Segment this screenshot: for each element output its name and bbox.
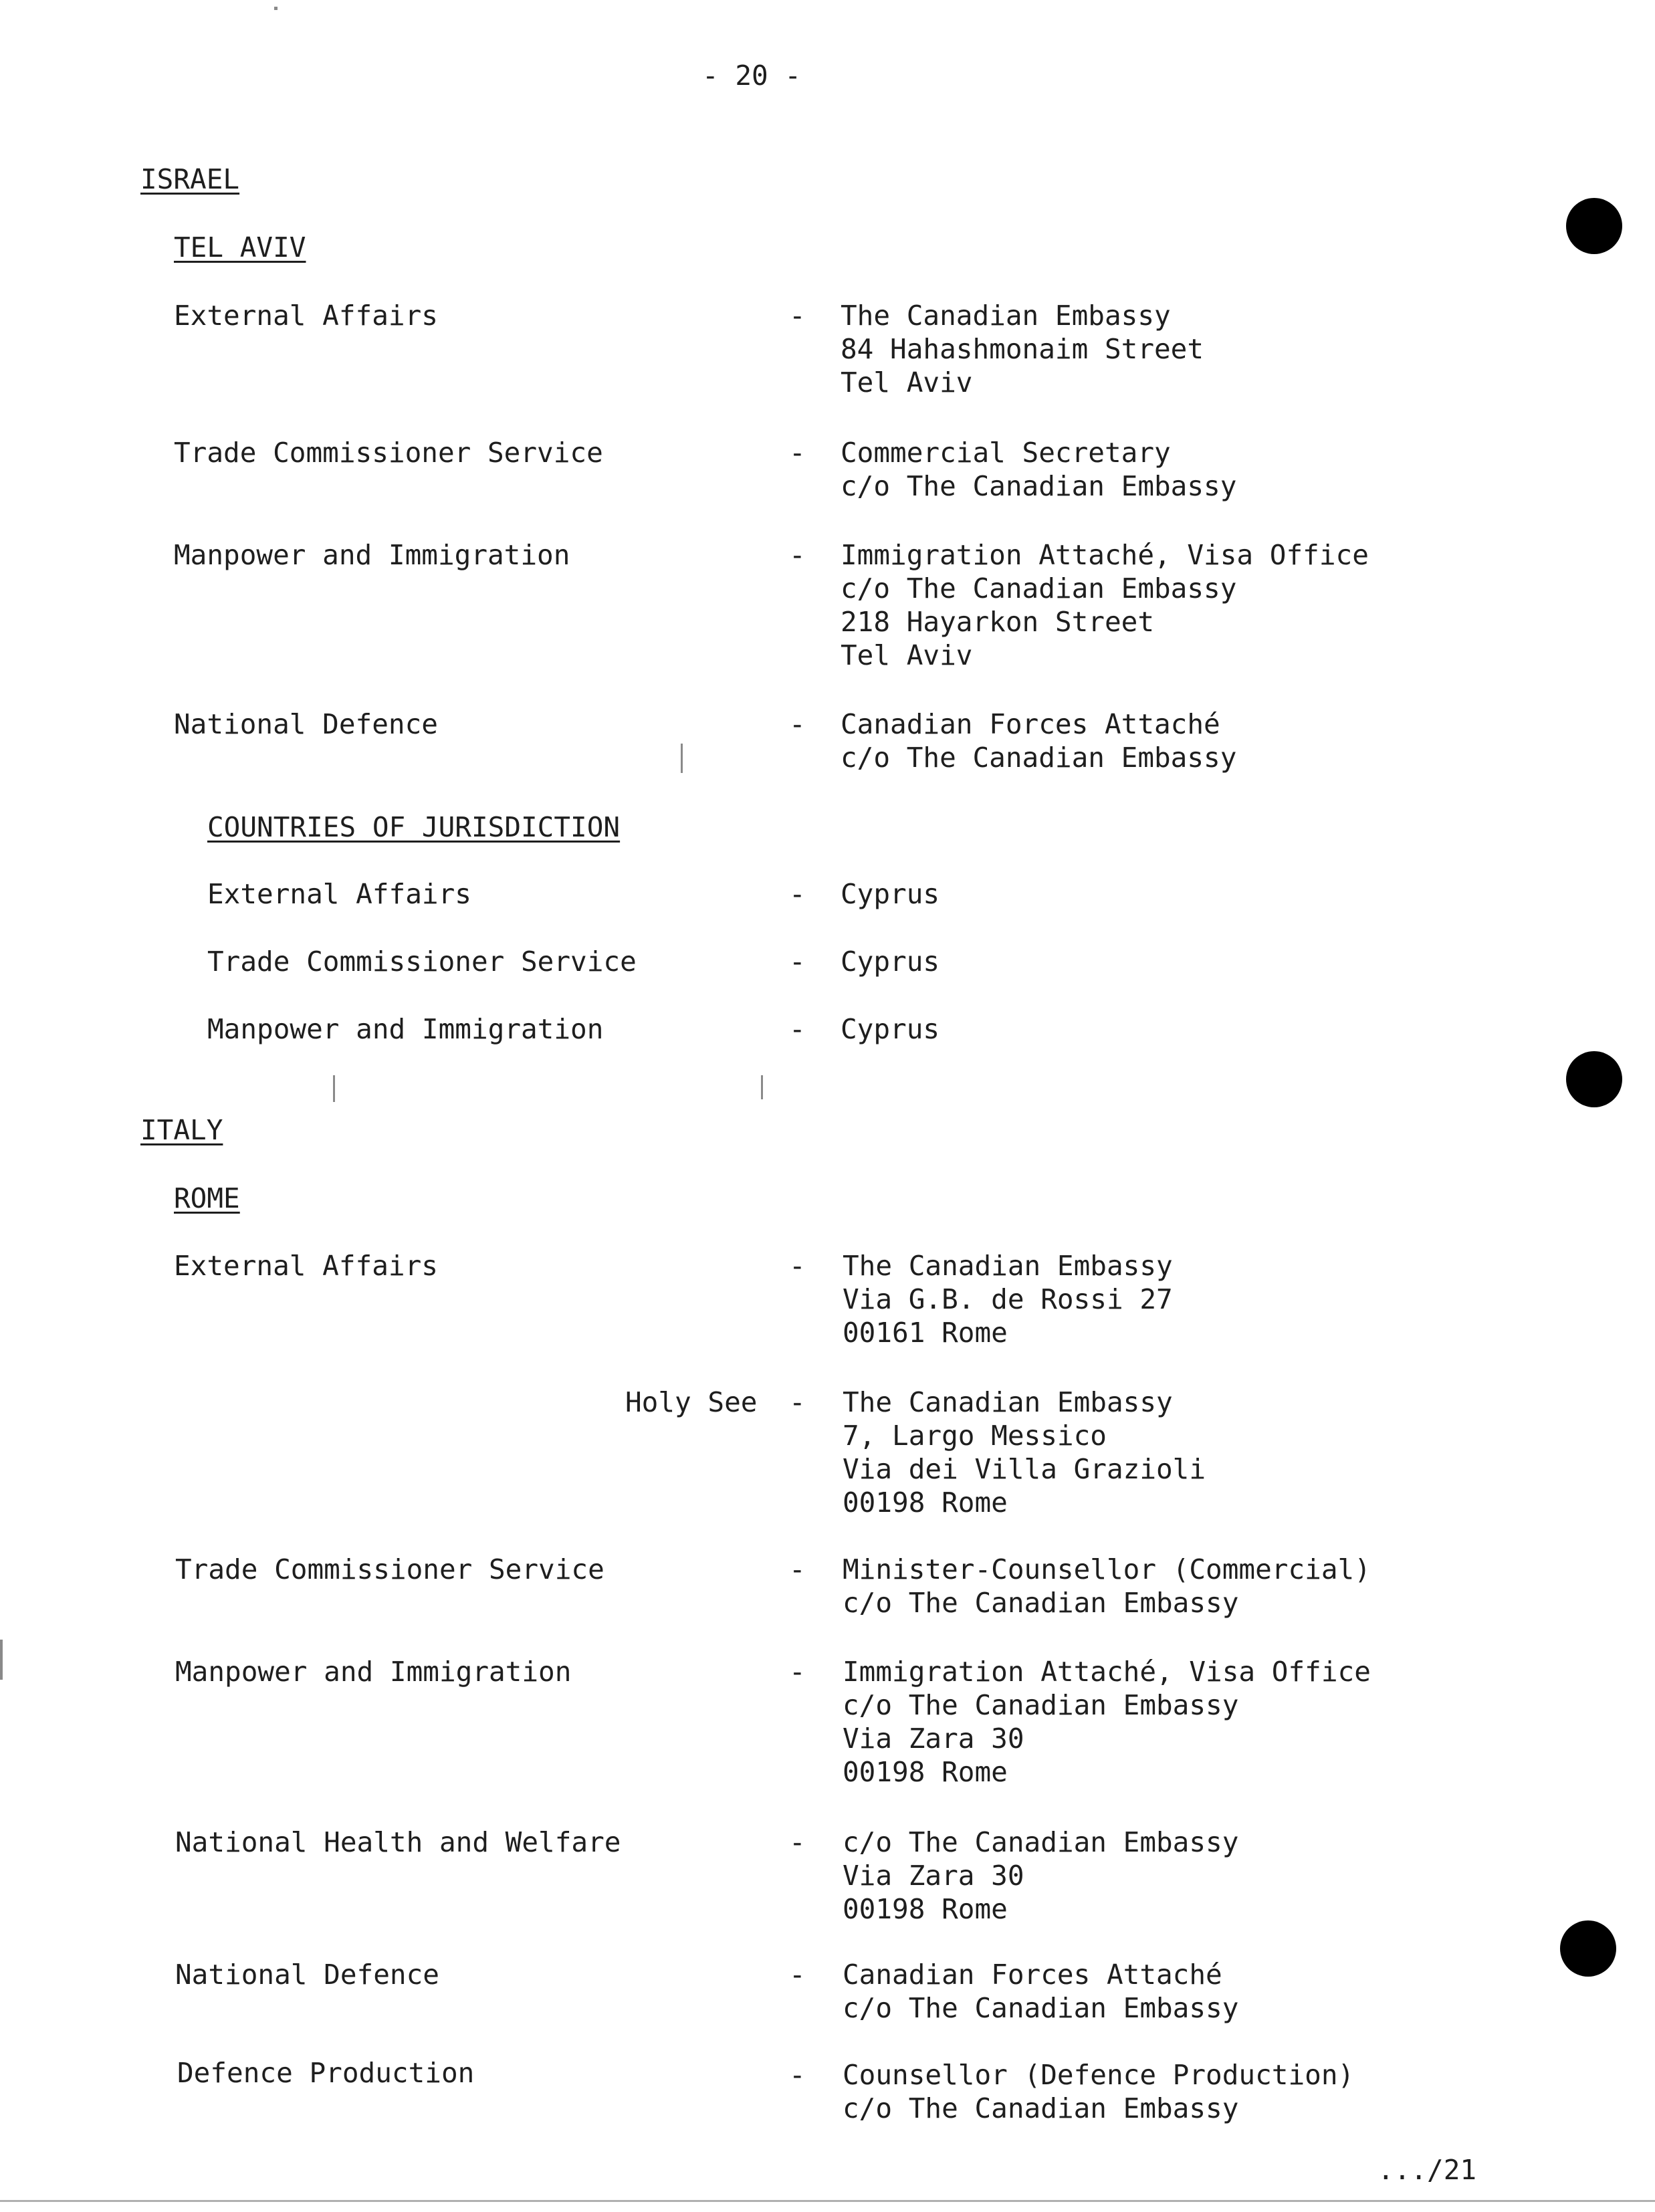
address-line: Via dei Villa Grazioli — [843, 1453, 1206, 1485]
address-line: Counsellor (Defence Production) — [843, 2059, 1355, 2091]
entry-dash: - — [789, 708, 806, 740]
address-line: Minister-Counsellor (Commercial) — [843, 1553, 1371, 1585]
entry-dash: - — [789, 1386, 806, 1418]
address-line: c/o The Canadian Embassy — [841, 572, 1237, 604]
entry-dash: - — [789, 946, 806, 978]
address-line: The Canadian Embassy — [841, 300, 1171, 332]
department-label: National Defence — [175, 1959, 439, 1991]
address-line: Via G.B. de Rossi 27 — [843, 1283, 1173, 1315]
jurisdiction-heading: COUNTRIES OF JURISDICTION — [207, 811, 621, 843]
entry-dash: - — [789, 1656, 806, 1688]
continuation-marker: .../21 — [1377, 2154, 1477, 2186]
address-line: 00161 Rome — [843, 1317, 1008, 1349]
address-line: Immigration Attaché, Visa Office — [843, 1656, 1371, 1688]
address-line: c/o The Canadian Embassy — [843, 1826, 1239, 1858]
address-line: c/o The Canadian Embassy — [843, 1587, 1239, 1619]
department-label: Manpower and Immigration — [174, 539, 570, 571]
department-label: Trade Commissioner Service — [175, 1553, 604, 1585]
address-line: Canadian Forces Attaché — [843, 1959, 1222, 1991]
department-label: Manpower and Immigration — [175, 1656, 572, 1688]
entry-dash: - — [789, 1013, 806, 1045]
department-label: Trade Commissioner Service — [207, 946, 637, 978]
city-heading-rome: ROME — [174, 1182, 240, 1214]
department-label: External Affairs — [174, 1250, 438, 1282]
department-label: External Affairs — [207, 878, 471, 910]
department-label: National Health and Welfare — [175, 1826, 621, 1858]
department-label: Trade Commissioner Service — [174, 437, 603, 469]
department-label: Manpower and Immigration — [207, 1013, 604, 1045]
address-line: c/o The Canadian Embassy — [843, 1689, 1239, 1721]
department-label: National Defence — [174, 708, 438, 740]
scan-mark — [333, 1075, 335, 1102]
address-line: c/o The Canadian Embassy — [843, 1992, 1239, 2024]
binder-hole-top — [1566, 198, 1622, 254]
entry-dash: - — [789, 1250, 806, 1282]
country-heading-italy: ITALY — [140, 1114, 223, 1146]
address-line: Canadian Forces Attaché — [841, 708, 1220, 740]
jurisdiction-country: Cyprus — [841, 946, 940, 978]
entry-dash: - — [789, 2059, 806, 2091]
address-line: Via Zara 30 — [843, 1860, 1024, 1892]
address-line: 00198 Rome — [843, 1486, 1008, 1519]
entry-dash: - — [789, 878, 806, 910]
jurisdiction-country: Cyprus — [841, 878, 940, 910]
entry-dash: - — [789, 300, 806, 332]
jurisdiction-country: Cyprus — [841, 1013, 940, 1045]
address-line: The Canadian Embassy — [843, 1250, 1173, 1282]
address-line: 218 Hayarkon Street — [841, 606, 1154, 638]
binder-hole-bottom — [1560, 1920, 1616, 1977]
address-line: The Canadian Embassy — [843, 1386, 1173, 1418]
entry-dash: - — [789, 1826, 806, 1858]
scan-mark — [274, 7, 278, 10]
address-line: 7, Largo Messico — [843, 1420, 1107, 1452]
address-line: 00198 Rome — [843, 1893, 1008, 1925]
address-line: Via Zara 30 — [843, 1723, 1024, 1755]
entry-dash: - — [789, 539, 806, 571]
scan-mark — [681, 744, 683, 773]
address-line: 00198 Rome — [843, 1756, 1008, 1788]
address-line: Immigration Attaché, Visa Office — [841, 539, 1369, 571]
department-label: Defence Production — [177, 2057, 475, 2089]
scan-mark — [0, 1640, 3, 1680]
address-line: Commercial Secretary — [841, 437, 1171, 469]
address-line: c/o The Canadian Embassy — [841, 470, 1237, 502]
entry-dash: - — [789, 437, 806, 469]
address-line: Tel Aviv — [841, 366, 973, 399]
page-number: - 20 - — [702, 60, 802, 92]
scan-mark — [761, 1075, 763, 1099]
scan-mark — [0, 2200, 1655, 2202]
holy-see-label: Holy See — [625, 1386, 758, 1418]
department-label: External Affairs — [174, 300, 438, 332]
address-line: 84 Hahashmonaim Street — [841, 333, 1204, 365]
binder-hole-middle — [1566, 1051, 1622, 1107]
country-heading-israel: ISRAEL — [140, 163, 240, 195]
address-line: c/o The Canadian Embassy — [841, 742, 1237, 774]
address-line: Tel Aviv — [841, 639, 973, 671]
address-line: c/o The Canadian Embassy — [843, 2092, 1239, 2124]
entry-dash: - — [789, 1553, 806, 1585]
city-heading-tel-aviv: TEL AVIV — [174, 231, 306, 263]
entry-dash: - — [789, 1959, 806, 1991]
